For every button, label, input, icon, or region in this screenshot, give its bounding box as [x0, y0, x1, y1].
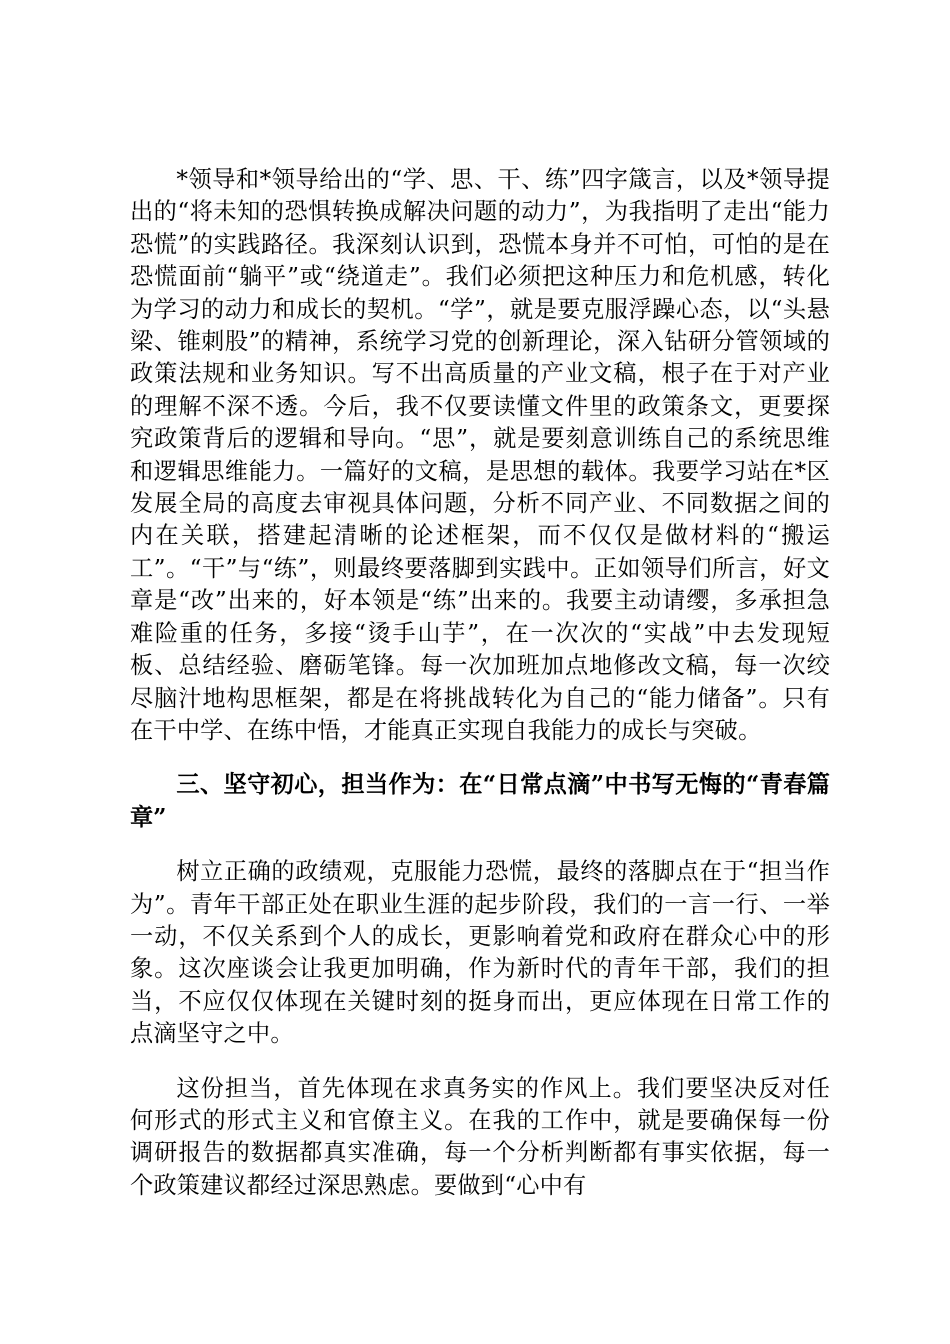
document-page	[130, 164, 830, 1202]
body-paragraph-3: 这份担当，首先体现在求真务实的作风上。我们要坚决反对任何形式的形式主义和官僚主义。在我的工作中，就是要确保每一份调研报告的数据都真实准确，每一个分析判断都有事实依据，每一个政策建议都经过深思熟虑。要做到“心中有	[130, 1074, 830, 1199]
body-paragraph-1: *领导和*领导给出的“学、思、干、练”四字箴言，以及*领导提出的“将未知的恐惧转换成解决问题的动力”，为我指明了走出“能力恐慌”的实践路径。我深刻认识到，恐慌本身并不可怕，可怕的是在恐慌面前“躺平”或“绕道走”。我们必须把这种压力和危机感，转化为学习的动力和成长的契机。“学”，就是要克服浮躁心态，以“头悬梁、锥刺股”的精神，系统学习党的创新理论，深入钻研分管领域的政策法规和业务知识。写不出高质量的产业文稿，根子在于对产业的理解不深不透。今后，我不仅要读懂文件里的政策条文，更要探究政策背后的逻辑和导向。“思”，就是要刻意训练自己的系统思维和逻辑思维能力。一篇好的文稿，是思想的载体。我要学习站在*区发展全局的高度去审视具体问题，分析不同产业、不同数据之间的内在关联，搭建起清晰的论述框架，而不仅仅是做材料的“搬运工”。“干”与“练”，则最终要落脚到实践中。正如领导们所言，好文章是“改”出来的，好本领是“练”出来的。我要主动请缨，多承担急难险重的任务，多接“烫手山芋”，在一次次的“实战”中去发现短板、总结经验、磨砺笔锋。每一次加班加点地修改文稿，每一次绞尽脑汁地构思框架，都是在将挑战转化为自己的“能力储备”。只有在干中学、在练中悟，才能真正实现自我能力的成长与突破。	[130, 166, 830, 744]
body-paragraph-2: 树立正确的政绩观，克服能力恐慌，最终的落脚点在于“担当作为”。青年干部正处在职业生涯的起步阶段，我们的一言一行、一举一动，不仅关系到个人的成长，更影响着党和政府在群众心中的形象。这次座谈会让我更加明确，作为新时代的青年干部，我们的担当，不应仅仅体现在关键时刻的挺身而出，更应体现在日常工作的点滴坚守之中。	[130, 858, 830, 1048]
section-heading: 三、坚守初心，担当作为：在“日常点滴”中书写无悔的“青春篇章”	[130, 771, 830, 831]
